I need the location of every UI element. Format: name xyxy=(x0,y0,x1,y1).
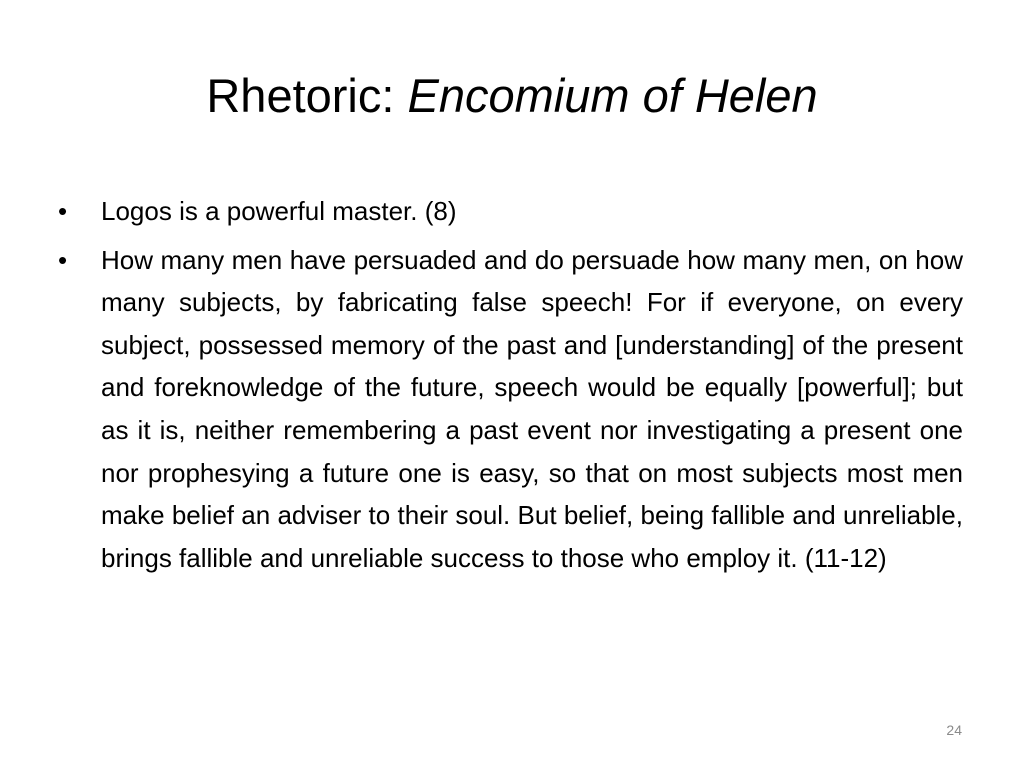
bullet-text: How many men have persuaded and do persuade how many men, on how many subjects, by fabricating false speech! For if everyone, on every subject, possessed memory of the past and [understanding] of the present and foreknowledge of the future, speech would be equally [powerful]; but as it is, neither remembering a past event nor investigating a present one nor prophesying a future one is easy, so that on most subjects most men make belief an adviser to their soul. But belief, being fallible and unreliable, brings fallible and unreliable success to those who employ it. (11-12) xyxy=(101,244,963,573)
slide-title xyxy=(0,62,1024,130)
bullet-list xyxy=(58,190,963,585)
page-number: 24 xyxy=(946,722,962,738)
bullet-item xyxy=(58,190,963,233)
bullet-icon: • xyxy=(58,196,68,226)
slide-title-prefix: Rhetoric: xyxy=(206,69,408,122)
slide-title-emphasis: Encomium of Helen xyxy=(407,69,818,122)
bullet-item xyxy=(58,239,963,580)
bullet-icon: • xyxy=(58,244,68,275)
bullet-text: Logos is a powerful master. (8) xyxy=(101,196,457,226)
